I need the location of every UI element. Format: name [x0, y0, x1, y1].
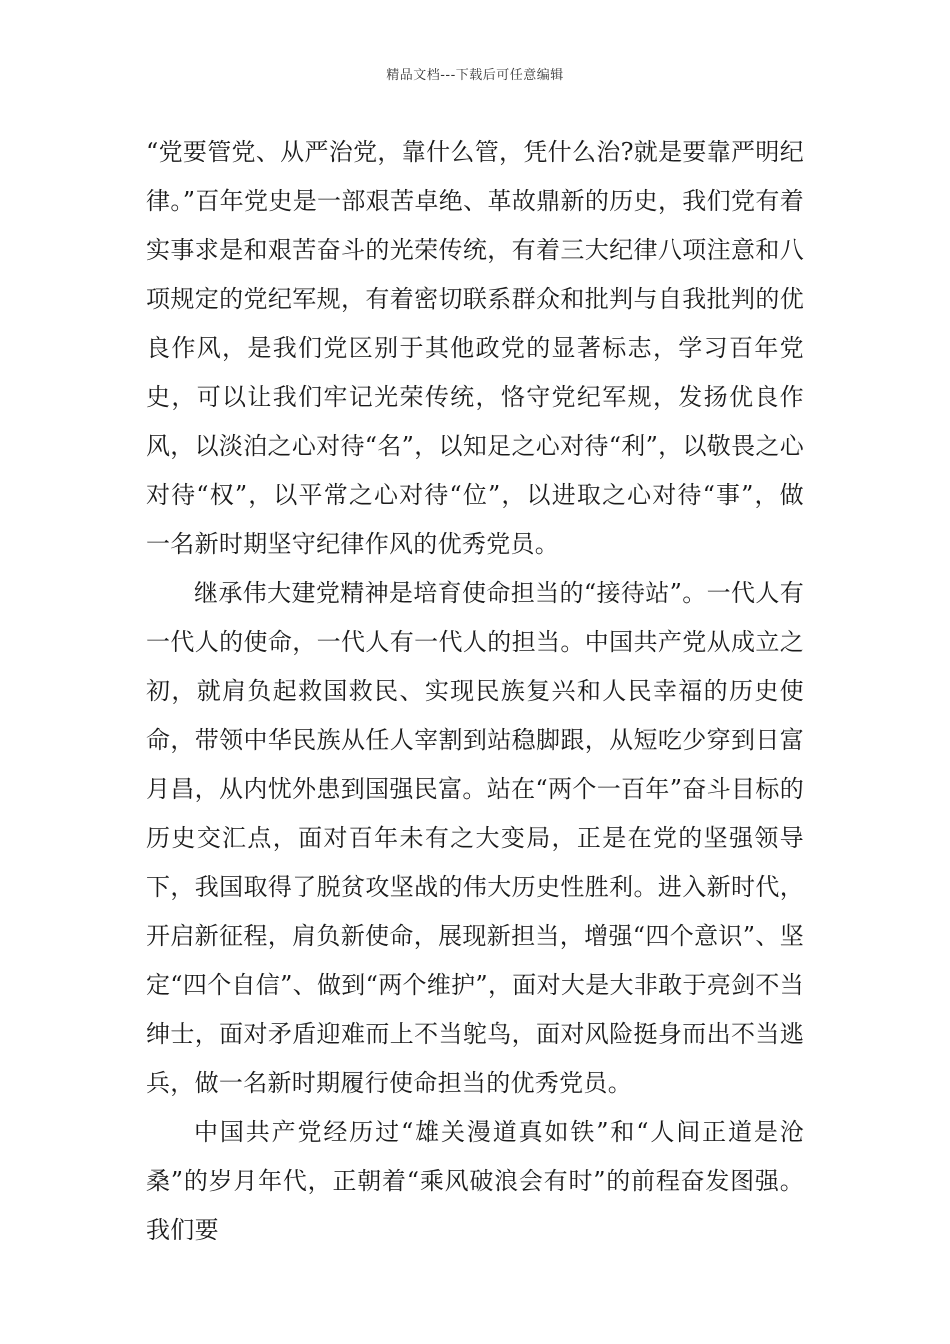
paragraph-discipline: “党要管党、从严治党，靠什么管，凭什么治?就是要靠严明纪律。”百年党史是一部艰苦卓绝、革故鼎新的历史，我们党有着实事求是和艰苦奋斗的光荣传统，有着三大纪律八项注意和八项规定的党纪军规，有着密切联系群众和批判与自我批判的优良作风，是我们党区别于其他政党的显著标志，学习百年党史，可以让我们牢记光荣传统，恪守党纪军规，发扬优良作风，以淡泊之心对待“名”，以知足之心对待“利”，以敬畏之心对待“权”，以平常之心对待“位”，以进取之心对待“事”，做一名新时期坚守纪律作风的优秀党员。 [146, 138, 804, 558]
document-body [146, 128, 804, 1255]
paragraph-journey: 中国共产党经历过“雄关漫道真如铁”和“人间正道是沧桑”的岁月年代，正朝着“乘风破浪会有时”的前程奋发图强。我们要 [146, 1118, 804, 1244]
page-header: 精品文档---下载后可任意编辑 [386, 68, 564, 83]
paragraph-mission: 继承伟大建党精神是培育使命担当的“接待站”。一代人有一代人的使命，一代人有一代人的担当。中国共产党从成立之初，就肩负起救国救民、实现民族复兴和人民幸福的历史使命，带领中华民族从任人宰割到站稳脚跟，从短吃少穿到日富月昌，从内忧外患到国强民富。站在“两个一百年”奋斗目标的历史交汇点，面对百年未有之大变局，正是在党的坚强领导下，我国取得了脱贫攻坚战的伟大历史性胜利。进入新时代，开启新征程，肩负新使命，展现新担当，增强“四个意识”、坚定“四个自信”、做到“两个维护”，面对大是大非敢于亮剑不当绅士，面对矛盾迎难而上不当鸵鸟，面对风险挺身而出不当逃兵，做一名新时期履行使命担当的优秀党员。 [146, 579, 804, 1097]
